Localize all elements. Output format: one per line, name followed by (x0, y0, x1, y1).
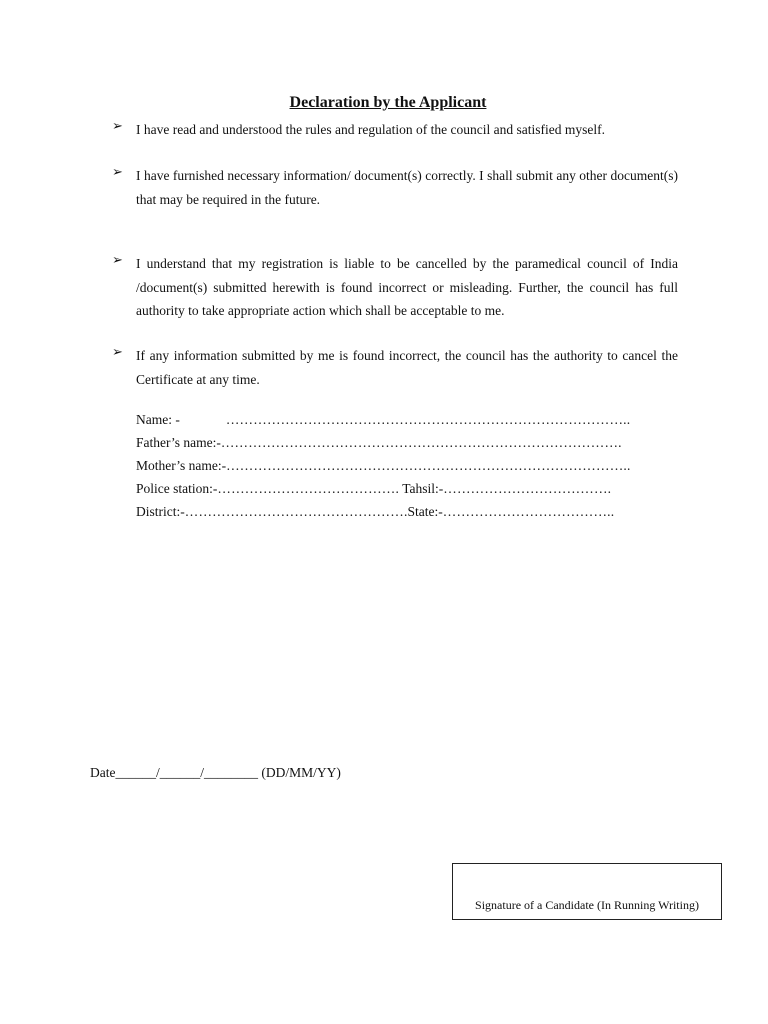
police-station-dots: …………………………………. (217, 481, 400, 496)
district-field[interactable] (136, 504, 408, 519)
district-dots: …………………………………………. (184, 504, 408, 519)
state-field[interactable] (408, 504, 615, 519)
declaration-item (112, 344, 678, 391)
date-field[interactable] (90, 765, 341, 781)
name-dots: …………………………………………………………………………….. (225, 412, 631, 427)
district-state-row (136, 504, 614, 520)
father-name-label: Father’s name:- (136, 435, 221, 450)
police-tahsil-row (136, 481, 611, 497)
declaration-text: I understand that my registration is liable to be cancelled by the paramedical council of India /document(s) submitted herewith is found incorrect or misleading. Further, the council has full authority to take appropriate action which shall be acceptable to me. (136, 256, 678, 318)
declaration-text: I have furnished necessary information/ document(s) correctly. I shall submit any other document(s) that may be required in the future. (136, 168, 678, 207)
father-name-dots: ……………………………………………………………………………. (220, 435, 622, 450)
declaration-item (112, 164, 678, 211)
district-label: District:- (136, 504, 185, 519)
declaration-item (112, 252, 678, 323)
declaration-text: I have read and understood the rules and regulation of the council and satisfied myself. (136, 122, 605, 137)
date-label: Date______/______/________ (90, 765, 258, 780)
arrow-bullet-icon: ➢ (112, 118, 123, 133)
arrow-bullet-icon: ➢ (112, 344, 123, 359)
declaration-item (112, 118, 678, 142)
name-label: Name: - (136, 412, 180, 427)
declaration-text: If any information submitted by me is found incorrect, the council has the authority to cancel the Certificate at any time. (136, 348, 678, 387)
police-station-label: Police station:- (136, 481, 218, 496)
father-name-field[interactable] (136, 435, 622, 451)
state-label: State:- (407, 504, 443, 519)
mother-name-label: Mother’s name:- (136, 458, 227, 473)
tahsil-field[interactable] (402, 481, 611, 496)
arrow-bullet-icon: ➢ (112, 164, 123, 179)
name-field[interactable] (136, 412, 630, 428)
date-format-hint: (DD/MM/YY) (261, 765, 341, 780)
state-dots: ……………………………….. (442, 504, 615, 519)
mother-name-dots: …………………………………………………………………………….. (226, 458, 631, 473)
page-title: Declaration by the Applicant (289, 94, 487, 111)
tahsil-dots: ………………………………. (443, 481, 612, 496)
mother-name-field[interactable] (136, 458, 631, 474)
signature-box[interactable] (452, 863, 722, 920)
signature-label: Signature of a Candidate (In Running Writing) (475, 898, 699, 912)
police-station-field[interactable] (136, 481, 399, 496)
arrow-bullet-icon: ➢ (112, 252, 123, 267)
tahsil-label: Tahsil:- (402, 481, 444, 496)
